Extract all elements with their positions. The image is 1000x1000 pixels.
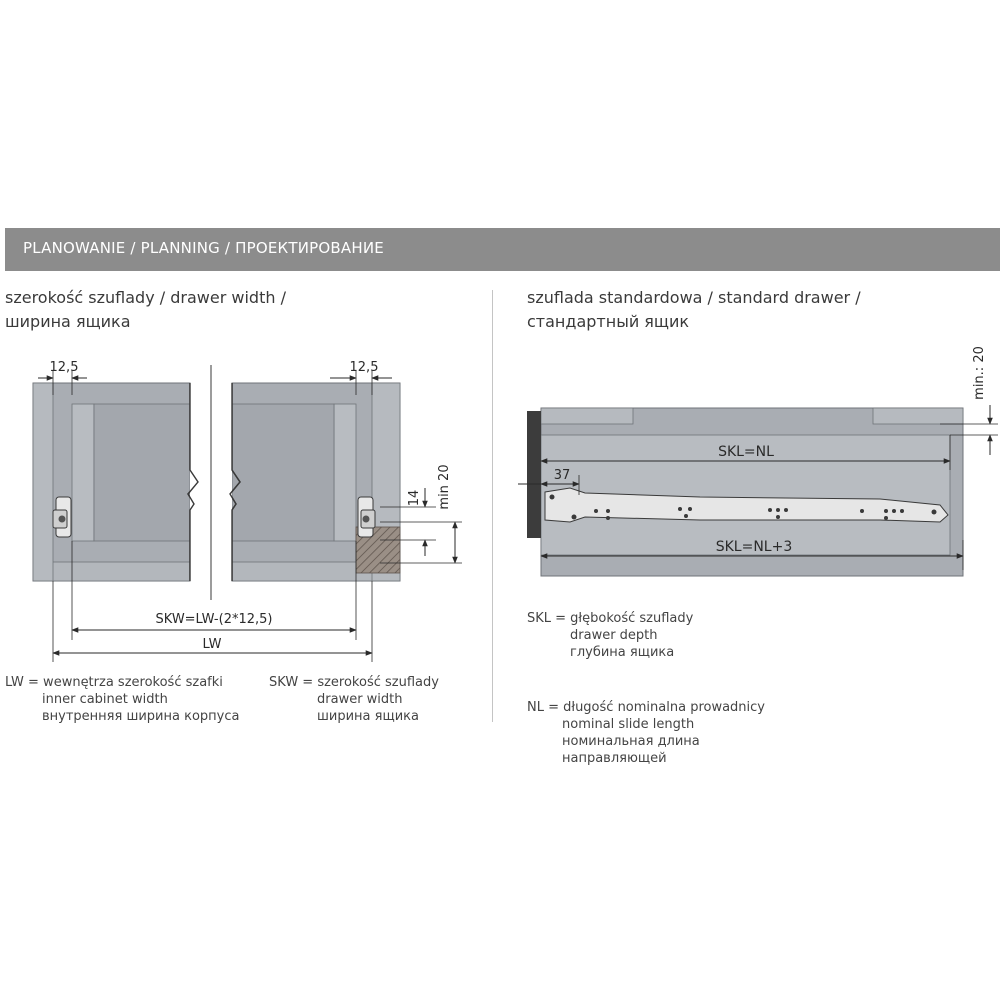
legend-nl-line1: NL = długość nominalna prowadnicy bbox=[527, 700, 765, 715]
cabinet-bottom-left bbox=[33, 562, 190, 581]
legend-skl-line2: drawer depth bbox=[570, 628, 658, 643]
legend-lw-line2: inner cabinet width bbox=[42, 692, 168, 707]
dim-gap-right: 12,5 bbox=[349, 360, 379, 375]
legend-skw-line2: drawer width bbox=[317, 692, 403, 707]
dim-37: 37 bbox=[553, 468, 571, 483]
dim-min20-right: min.: 20 bbox=[972, 346, 987, 400]
standard-drawer-diagram bbox=[518, 346, 998, 576]
legend-lw-line1: LW = wewnętrza szerokość szafki bbox=[5, 675, 223, 690]
legend-nl-line3: номинальная длина bbox=[562, 734, 700, 749]
legend-skw-line1: SKW = szerokość szuflady bbox=[269, 675, 439, 690]
runner-left-icon bbox=[53, 497, 71, 537]
dim-skl-nl3: SKL=NL+3 bbox=[715, 539, 793, 555]
legend-lw bbox=[5, 674, 239, 725]
legend-lw-line3: внутренняя ширина корпуса bbox=[42, 709, 240, 724]
left-heading-line1: szerokość szuflady / drawer width / bbox=[5, 288, 286, 307]
legend-skw-line3: ширина ящика bbox=[317, 709, 419, 724]
legend-nl-line4: направляющей bbox=[562, 751, 667, 766]
legend-nl-line2: nominal slide length bbox=[562, 717, 695, 732]
dim-skw: SKW=LW-(2*12,5) bbox=[155, 612, 273, 627]
section-header-title: PLANOWANIE / PLANNING / ПРОЕКТИРОВАНИЕ bbox=[23, 239, 384, 257]
drawer-front-panel bbox=[527, 411, 541, 538]
right-heading-line1: szuflada standardowa / standard drawer / bbox=[527, 288, 861, 307]
drawer-side-right bbox=[334, 404, 356, 541]
drawer-width-diagram bbox=[33, 360, 462, 662]
drawer-front-left bbox=[94, 404, 190, 541]
dim-lw: LW bbox=[202, 637, 222, 652]
legend-skl-line1: SKL = głębokość szuflady bbox=[527, 611, 694, 626]
legend-skl bbox=[527, 610, 693, 661]
legend-nl bbox=[527, 699, 765, 767]
dim-skl-nl: SKL=NL bbox=[718, 444, 774, 460]
dim-min20-left: min 20 bbox=[437, 464, 452, 510]
runner-right-icon bbox=[358, 497, 375, 537]
dim-gap-left: 12,5 bbox=[49, 360, 79, 375]
dim-h14: 14 bbox=[407, 489, 422, 507]
left-heading-line2: ширина ящика bbox=[5, 312, 131, 331]
cabinet-wall-left bbox=[33, 383, 53, 581]
legend-skw bbox=[269, 674, 439, 725]
legend-skl-line3: глубина ящика bbox=[570, 645, 675, 660]
drawer-side-left bbox=[72, 404, 94, 541]
drawer-front-right bbox=[232, 404, 334, 541]
right-heading-line2: стандартный ящик bbox=[527, 312, 690, 331]
